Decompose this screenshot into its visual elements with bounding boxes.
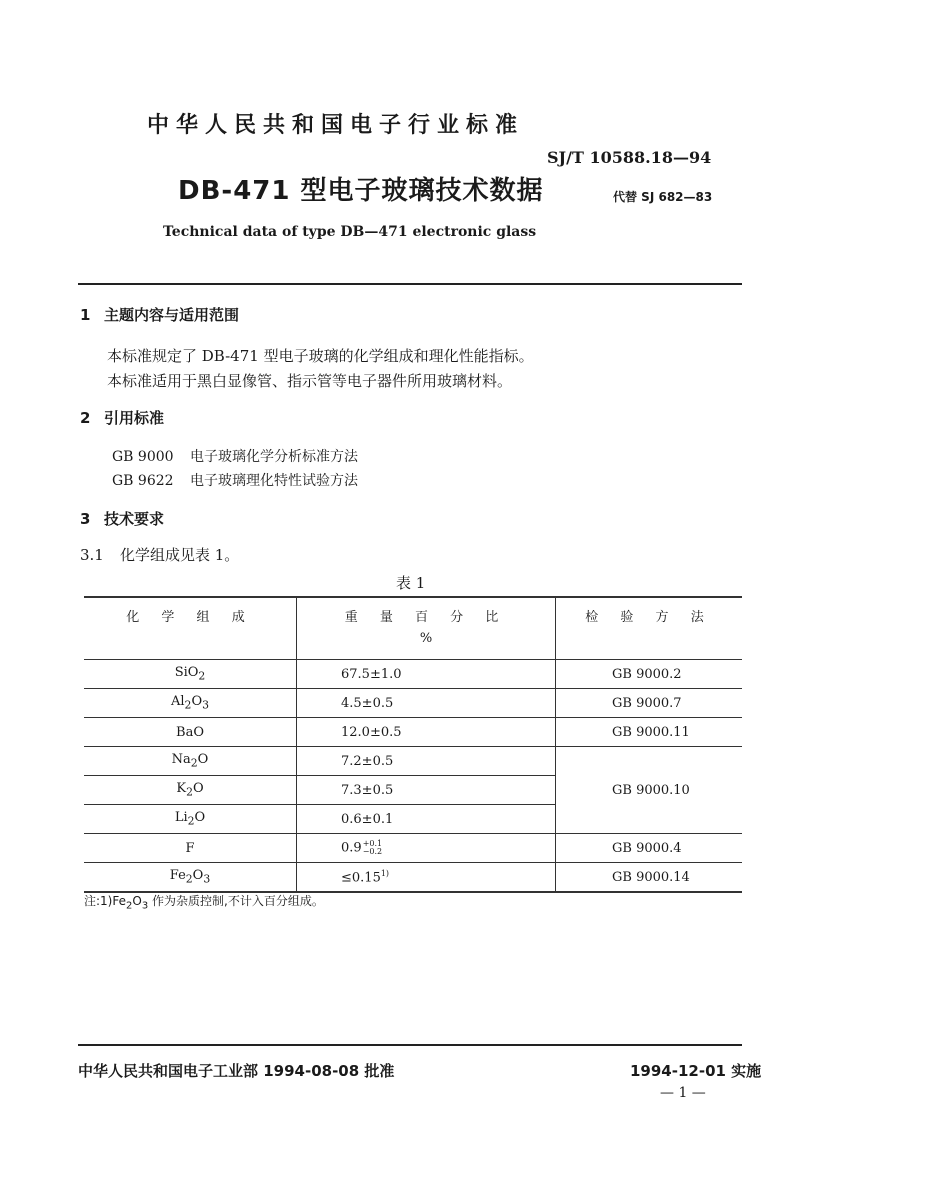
percent-cell: 0.6±0.1 bbox=[297, 805, 556, 834]
header-weight-percent: 重 量 百 分 比 % bbox=[297, 597, 556, 660]
method-cell: GB 9000.7 bbox=[556, 689, 743, 718]
section-3-number: 3 bbox=[80, 510, 91, 528]
reference-code: GB 9000 bbox=[112, 449, 174, 465]
table-row bbox=[84, 863, 742, 893]
section-3-1-number: 3.1 bbox=[80, 546, 104, 564]
composition-cell: $Al_2O_3$ bbox=[84, 689, 297, 718]
reference-title: 电子玻璃理化特性试验方法 bbox=[190, 473, 358, 489]
method-cell: GB 9000.4 bbox=[556, 834, 743, 863]
reference-item bbox=[112, 470, 358, 490]
percent-cell: 67.5±1.0 bbox=[297, 660, 556, 689]
section-3-title: 技术要求 bbox=[104, 510, 165, 528]
table-row bbox=[84, 718, 742, 747]
percent-cell: $\le 0.15^{1)}$ bbox=[297, 863, 556, 893]
percent-cell: 4.5±0.5 bbox=[297, 689, 556, 718]
composition-cell: BaO bbox=[84, 718, 297, 747]
effective-date: 1994-12-01 实施 bbox=[630, 1062, 762, 1080]
section-2-heading bbox=[80, 407, 164, 428]
chemical-composition-table bbox=[84, 596, 742, 893]
table-row bbox=[84, 660, 742, 689]
section-3-heading bbox=[80, 508, 164, 529]
composition-cell: F bbox=[84, 834, 297, 863]
section-2-number: 2 bbox=[80, 409, 91, 427]
method-cell: GB 9000.2 bbox=[556, 660, 743, 689]
composition-cell: $Li_2O$ bbox=[84, 805, 297, 834]
table-header-row bbox=[84, 597, 742, 660]
footer-divider bbox=[78, 1044, 742, 1046]
percent-cell: 12.0±0.5 bbox=[297, 718, 556, 747]
reference-code: GB 9622 bbox=[112, 473, 174, 489]
reference-item bbox=[112, 446, 358, 466]
method-cell: GB 9000.14 bbox=[556, 863, 743, 893]
composition-cell: SiO$_2$ bbox=[84, 660, 297, 689]
section-1-number: 1 bbox=[80, 306, 91, 324]
approval-line: 中华人民共和国电子工业部 1994-08-08 批准 bbox=[78, 1062, 395, 1080]
percent-cell: 0.9 +0.1 −0.2 bbox=[297, 834, 556, 863]
header-unit: % bbox=[419, 631, 433, 646]
header-composition: 化 学 组 成 bbox=[84, 597, 297, 660]
document-title: DB-471 型电子玻璃技术数据 bbox=[178, 176, 544, 206]
percent-cell: 7.3±0.5 bbox=[297, 776, 556, 805]
header-test-method: 检 验 方 法 bbox=[556, 597, 743, 660]
section-1-para-1: 本标准规定了 DB-471 型电子玻璃的化学组成和理化性能指标。 bbox=[107, 347, 534, 365]
table-footnote: 注$:1)Fe_2O_3$ 作为杂质控制,不计入百分组成。 bbox=[84, 894, 324, 912]
english-title: Technical data of type DB—471 electronic glass bbox=[163, 224, 537, 240]
percent-cell: 7.2±0.5 bbox=[297, 747, 556, 776]
section-1-para-2: 本标准适用于黑白显像管、指示管等电子器件所用玻璃材料。 bbox=[107, 372, 513, 390]
standard-code: SJ/T 10588.18—94 bbox=[547, 148, 712, 167]
section-3-1 bbox=[80, 544, 239, 565]
section-1-heading bbox=[80, 304, 239, 325]
table-row bbox=[84, 747, 742, 776]
standard-type-heading: 中华人民共和国电子行业标准 bbox=[147, 113, 525, 138]
section-3-1-text: 化学组成见表 1。 bbox=[120, 546, 240, 564]
table-caption: 表 1 bbox=[396, 574, 426, 592]
replaces-standard: 代替 SJ 682—83 bbox=[613, 190, 713, 204]
page-number: — 1 — bbox=[660, 1085, 706, 1101]
table-row bbox=[84, 689, 742, 718]
reference-title: 电子玻璃化学分析标准方法 bbox=[190, 449, 358, 465]
header-divider bbox=[78, 283, 742, 285]
composition-cell: $K_2O$ bbox=[84, 776, 297, 805]
section-2-title: 引用标准 bbox=[104, 409, 165, 427]
method-cell: GB 9000.11 bbox=[556, 718, 743, 747]
method-cell: GB 9000.10 bbox=[556, 747, 743, 834]
composition-cell: $Fe_2O_3$ bbox=[84, 863, 297, 893]
composition-cell: $Na_2O$ bbox=[84, 747, 297, 776]
table-row bbox=[84, 834, 742, 863]
section-1-title: 主题内容与适用范围 bbox=[104, 306, 240, 324]
